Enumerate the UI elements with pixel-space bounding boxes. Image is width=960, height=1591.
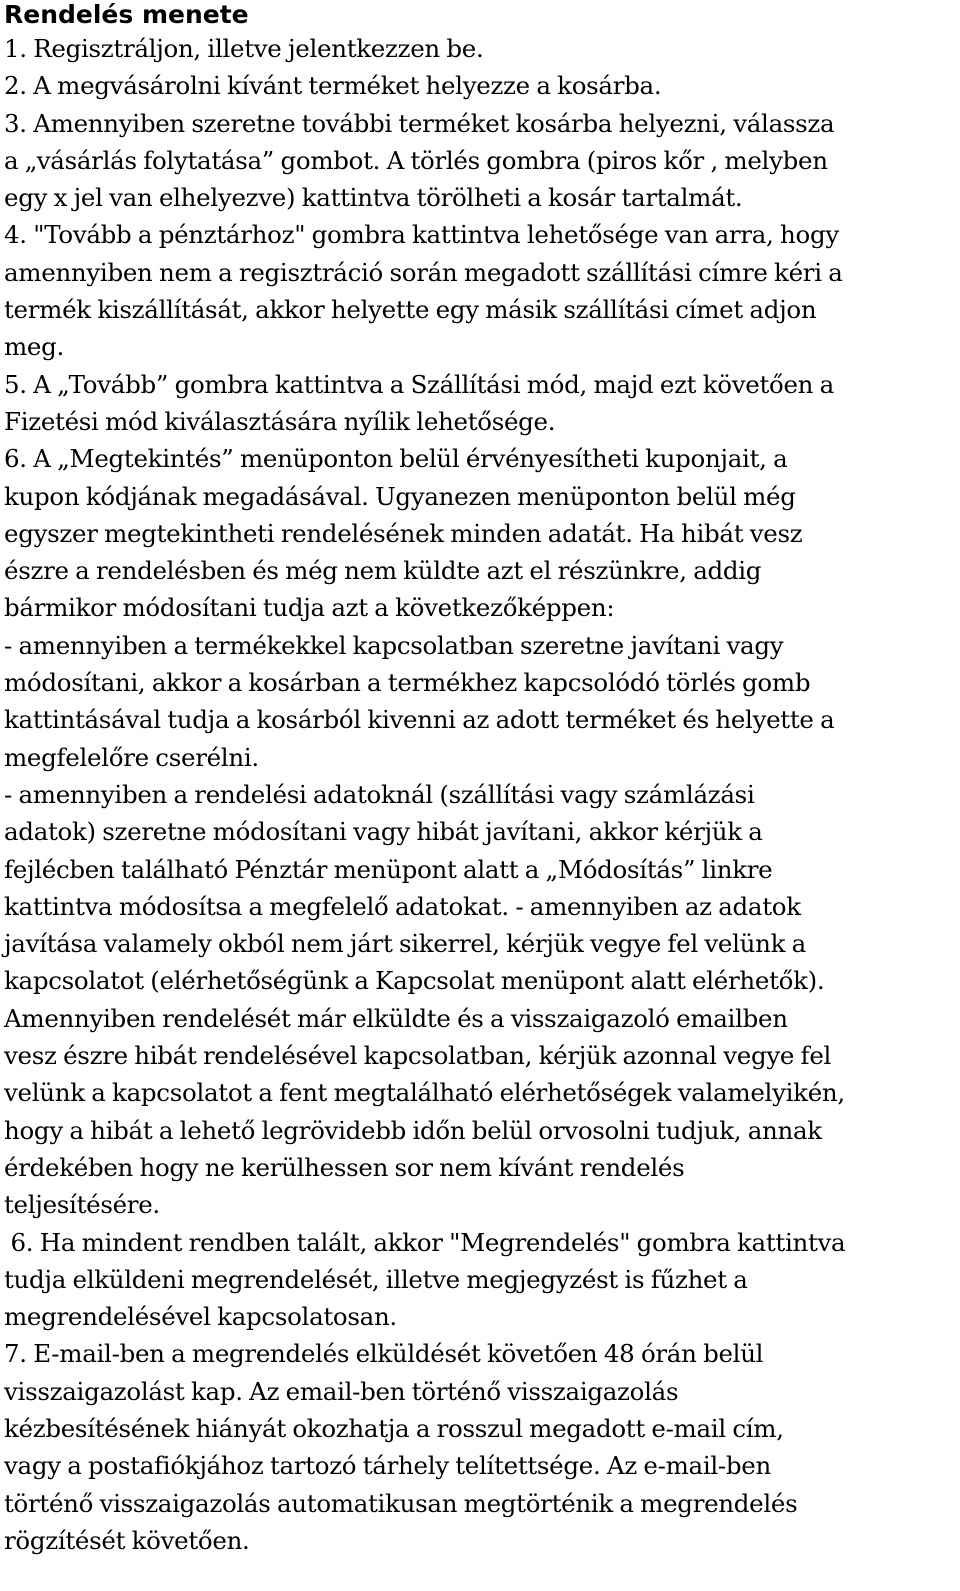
text-line: Amennyiben rendelését már elküldte és a visszaigazoló emailben [4,1003,788,1033]
text-line: rögzítését követően. [4,1525,250,1555]
text-line: módosítani, akkor a kosárban a termékhez kapcsolódó törlés gomb [4,668,811,698]
text-line: vagy a postafiókjához tartozó tárhely telítettsége. Az e-mail-ben [4,1451,771,1481]
text-line: teljesítésére. [4,1190,160,1220]
text-line: tudja elküldeni megrendelését, illetve megjegyzést is fűzhet a [4,1264,748,1294]
text-line: visszaigazolást kap. Az email-ben történő visszaigazolás [4,1376,679,1406]
text-line: egyszer megtekintheti rendelésének minden adatát. Ha hibát vesz [4,518,803,548]
text-line: meg. [4,332,65,362]
text-line: a „vásárlás folytatása” gombot. A törlés gombra (piros kőr , melyben [4,145,828,175]
text-line: észre a rendelésben és még nem küldte azt el részünkre, addig [4,556,762,586]
text-line: 3. Amennyiben szeretne további terméket kosárba helyezni, válassza [4,108,835,138]
text-line: 5. A „Tovább” gombra kattintva a Szállítási mód, majd ezt követően a [4,369,834,399]
text-line: 1. Regisztráljon, illetve jelentkezzen be. [4,34,484,63]
text-line: kattintásával tudja a kosárból kivenni az adott terméket és helyette a [4,705,835,735]
text-line: 6. A „Megtekintés” menüponton belül érvényesítheti kuponjait, a [4,444,788,474]
text-line: adatok) szeretne módosítani vagy hibát javítani, akkor kérjük a [4,817,763,847]
text-line: kapcsolatot (elérhetőségünk a Kapcsolat menüpont alatt elérhetők). [4,966,825,996]
text-line: megfelelőre cserélni. [4,742,259,772]
text-line: egy x jel van elhelyezve) kattintva törölheti a kosár tartalmát. [4,183,743,213]
text-line: 6. Ha mindent rendben talált, akkor "Megrendelés" gombra kattintva [4,1227,846,1257]
text-line: - amennyiben a termékekkel kapcsolatban szeretne javítani vagy [4,630,784,660]
text-line: kattintva módosítsa a megfelelő adatokat. - amennyiben az adatok [4,891,801,921]
text-line: javítása valamely okból nem járt sikerrel, kérjük vegye fel velünk a [4,929,806,959]
document-body [4,30,954,1559]
text-line: kupon kódjának megadásával. Ugyanezen menüponton belül még [4,481,796,511]
text-line: Fizetési mód kiválasztására nyílik lehetősége. [4,406,556,436]
text-line: történő visszaigazolás automatikusan megtörténik a megrendelés [4,1488,798,1518]
text-line: amennyiben nem a regisztráció során megadott szállítási címre kéri a [4,257,843,287]
text-line: - amennyiben a rendelési adatoknál (szállítási vagy számlázási [4,779,755,809]
text-line: bármikor módosítani tudja azt a következőképpen: [4,593,615,623]
text-line: 4. "Tovább a pénztárhoz" gombra kattintva lehetősége van arra, hogy [4,220,839,250]
text-line: termék kiszállítását, akkor helyette egy másik szállítási címet adjon [4,295,817,325]
text-line: megrendelésével kapcsolatosan. [4,1302,397,1332]
text-line: kézbesítésének hiányát okozhatja a rosszul megadott e-mail cím, [4,1413,784,1443]
text-line: fejlécben található Pénztár menüpont alatt a „Módosítás” linkre [4,854,773,884]
text-line: érdekében hogy ne kerülhessen sor nem kívánt rendelés [4,1152,685,1182]
page-title: Rendelés menete [4,0,249,29]
text-line: velünk a kapcsolatot a fent megtalálható elérhetőségek valamelyikén, [4,1078,845,1108]
text-line: 2. A megvásárolni kívánt terméket helyezze a kosárba. [4,71,662,101]
text-line: vesz észre hibát rendelésével kapcsolatban, kérjük azonnal vegye fel [4,1041,832,1071]
text-line: 7. E-mail-ben a megrendelés elküldését követően 48 órán belül [4,1339,764,1369]
text-line: hogy a hibát a lehető legrövidebb időn belül orvosolni tudjuk, annak [4,1115,822,1145]
